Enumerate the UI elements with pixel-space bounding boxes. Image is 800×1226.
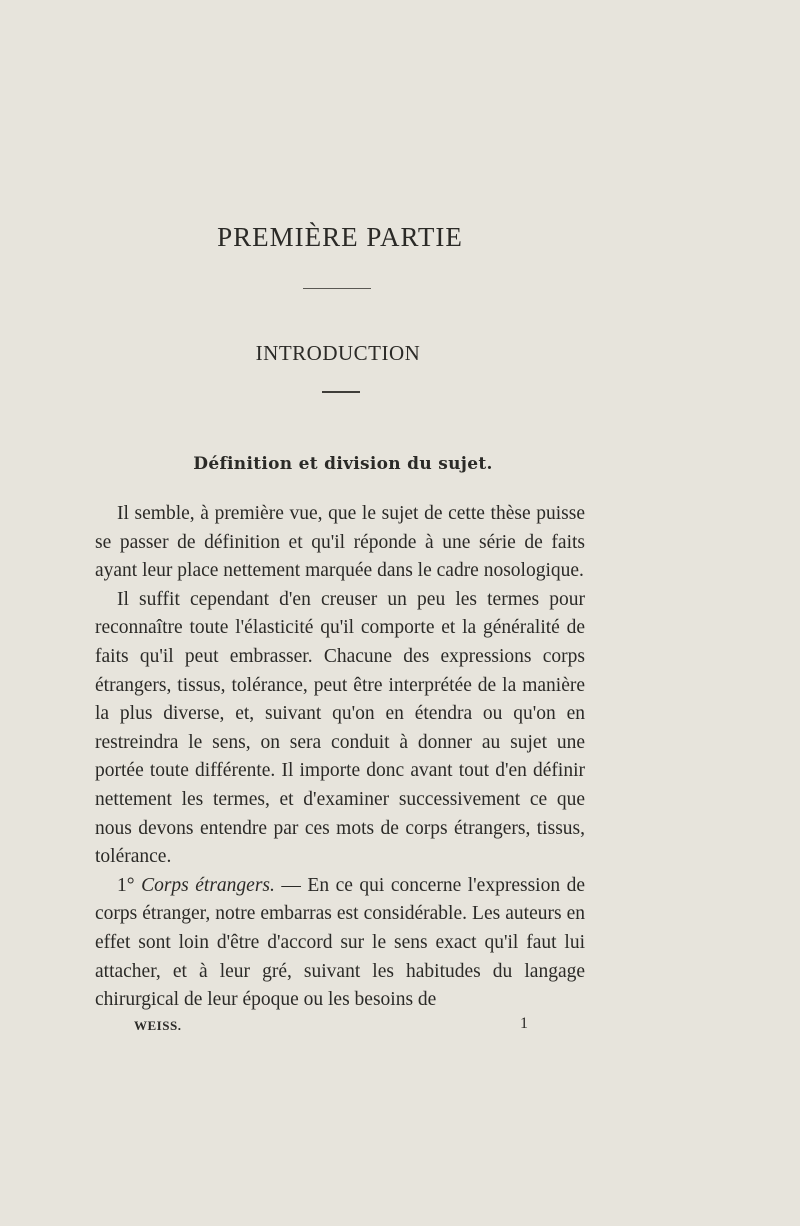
title-divider [303, 288, 371, 289]
section-divider [322, 391, 360, 393]
footer-signature: WEISS. [134, 1018, 182, 1033]
part-title: PREMIÈRE PARTIE [217, 222, 463, 252]
page-number: 1 [520, 1015, 529, 1032]
body-text [95, 500, 585, 1015]
paragraph-3 [95, 872, 585, 1015]
paragraph-2: Il suffit cependant d'en creuser un peu les termes pour reconnaître toute l'élasticité qu'il comporte et la généralité de faits qu'il peut embrasser. Chacune des expressions corps étrangers, tissus, tolérance, peut être interprétée de la manière la plus diverse, et, suivant qu'on en étendra ou qu'on en restreindra le sens, on sera conduit à donner au sujet une portée toute différente. Il importe donc avant tout d'en définir nettement les termes, et d'examiner successivement ce que nous devons entendre par ces mots de corps étrangers, tissus, tolérance. [95, 588, 585, 868]
section-title: INTRODUCTION [255, 341, 421, 365]
paragraph-3-heading: Corps étrangers. [141, 874, 275, 896]
paragraph-1: Il semble, à première vue, que le sujet de cette thèse puisse se passer de définition et qu'il réponde à une série de faits ayant leur place nettement marquée dans le cadre nosologique. [95, 503, 585, 582]
paragraph-3-number: 1° [117, 874, 135, 896]
paragraph-3-text: — En ce qui concerne l'expression de corps étranger, notre embarras est considérable. Les auteurs en effet sont loin d'être d'accord sur le sens exact qu'il faut lui attacher, et à leur gré, suivant les habitudes du langage chirurgical de leur époque ou les besoins de [95, 874, 585, 1011]
subtitle: Définition et division du sujet. [193, 454, 493, 474]
